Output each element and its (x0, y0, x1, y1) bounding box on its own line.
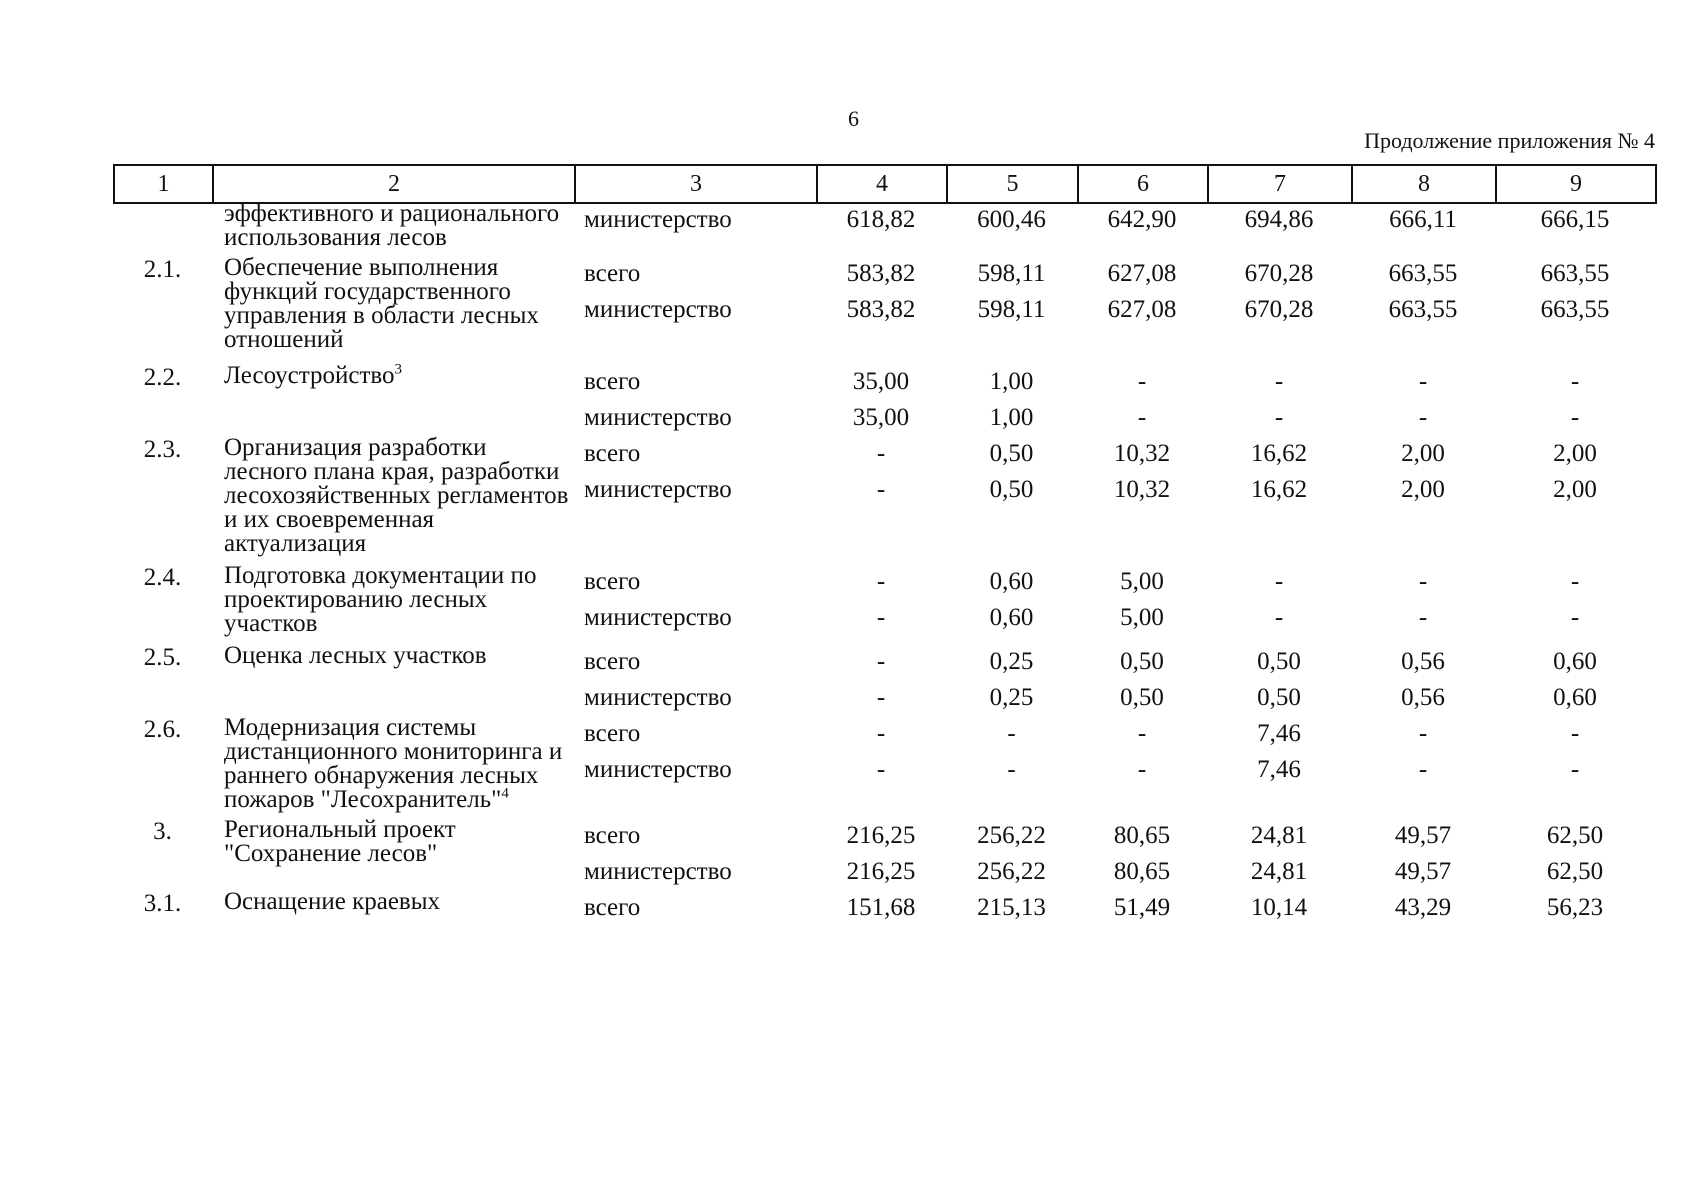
funding-source-cell (574, 202, 816, 256)
appendix-caption: Продолжение приложения № 4 (1364, 128, 1655, 153)
amount-value: 642,90 (1107, 206, 1177, 233)
funding-source-cell (574, 364, 816, 436)
amount-value: 618,82 (846, 206, 916, 233)
funding-source-cell (574, 256, 816, 364)
row-name (212, 644, 574, 716)
value-cell (1495, 256, 1655, 364)
value-cell (816, 202, 946, 256)
amount-value: - (876, 720, 886, 747)
table-row (113, 818, 1655, 890)
funding-source: всего (584, 894, 641, 921)
row-name (212, 202, 574, 256)
row-number: 3. (153, 818, 172, 845)
table-row (113, 202, 1655, 256)
row-name (212, 361, 574, 436)
table-header (113, 164, 1657, 204)
amount-value: 0,60 (989, 604, 1034, 631)
funding-source: всего (584, 368, 641, 395)
value-cell (1077, 644, 1207, 716)
amount-value: 663,55 (1388, 296, 1458, 323)
value-cell (1495, 716, 1655, 818)
value-cell (1077, 364, 1207, 436)
funding-source-cell (574, 436, 816, 564)
value-cell (1351, 716, 1495, 818)
value-cell (816, 564, 946, 644)
row-name (212, 564, 574, 644)
amount-value: 663,55 (1540, 260, 1610, 287)
amount-value: 663,55 (1540, 296, 1610, 323)
amount-value: - (1418, 568, 1428, 595)
amount-value: - (876, 684, 886, 711)
amount-value: 10,32 (1113, 440, 1171, 467)
value-cell (816, 716, 946, 818)
amount-value: 7,46 (1257, 720, 1301, 747)
amount-value: 627,08 (1107, 296, 1177, 323)
amount-value: - (1570, 404, 1580, 431)
funding-source-cell (574, 890, 816, 926)
table-row (113, 436, 1655, 564)
value-cell (1351, 564, 1495, 644)
amount-value: - (1137, 756, 1147, 783)
amount-value: 2,00 (1401, 476, 1445, 503)
row-name-text: Лесоустройство (224, 362, 395, 389)
value-cell (1207, 644, 1351, 716)
amount-value: 216,25 (846, 858, 916, 885)
value-cell (946, 564, 1077, 644)
value-cell (1351, 364, 1495, 436)
row-number: 2.4. (143, 564, 182, 591)
funding-source: министерство (584, 206, 732, 233)
amount-value: 16,62 (1250, 476, 1308, 503)
header-cell: 1 (114, 165, 213, 203)
header-cell: 6 (1078, 165, 1208, 203)
amount-value: - (1418, 604, 1428, 631)
funding-source-cell (574, 564, 816, 644)
value-cell (1207, 202, 1351, 256)
amount-value: 35,00 (852, 404, 910, 431)
row-name-text: Организация разработки лесного плана края, разработки лесохозяйственных регламентов и их своевременная актуализация (224, 434, 569, 557)
value-cell (816, 890, 946, 926)
value-cell (1077, 716, 1207, 818)
amount-value: 0,50 (1257, 648, 1301, 675)
value-cell (1495, 202, 1655, 256)
value-cell (1495, 644, 1655, 716)
amount-value: 583,82 (846, 260, 916, 287)
value-cell (1351, 256, 1495, 364)
amount-value: 0,50 (989, 440, 1034, 467)
amount-value: 0,56 (1401, 684, 1445, 711)
amount-value: 1,00 (989, 368, 1034, 395)
amount-value: 0,25 (989, 648, 1034, 675)
amount-value: 0,50 (1120, 648, 1164, 675)
funding-source-cell (574, 818, 816, 890)
row-name (212, 818, 574, 890)
header-cell: 9 (1496, 165, 1656, 203)
row-name-text: Подготовка документации по проектированию лесных участков (224, 562, 537, 637)
funding-source: министерство (584, 296, 732, 323)
row-name-text: эффективного и рационального использования лесов (224, 200, 560, 251)
amount-value: - (876, 440, 886, 467)
amount-value: 256,22 (977, 822, 1046, 849)
value-cell (1207, 256, 1351, 364)
amount-value: - (1418, 720, 1428, 747)
amount-value: 694,86 (1244, 206, 1314, 233)
funding-source: всего (584, 260, 641, 287)
amount-value: 10,14 (1250, 894, 1308, 921)
amount-value: 56,23 (1546, 894, 1604, 921)
amount-value: - (876, 568, 886, 595)
funding-source: министерство (584, 476, 732, 503)
value-cell (1077, 202, 1207, 256)
amount-value: 2,00 (1401, 440, 1445, 467)
amount-value: 600,46 (977, 206, 1046, 233)
value-cell (816, 818, 946, 890)
amount-value: - (1007, 720, 1016, 747)
amount-value: 10,32 (1113, 476, 1171, 503)
amount-value: 216,25 (846, 822, 916, 849)
funding-source: министерство (584, 404, 732, 431)
funding-source: всего (584, 822, 641, 849)
amount-value: 5,00 (1120, 568, 1164, 595)
amount-value: 256,22 (977, 858, 1046, 885)
amount-value: 35,00 (852, 368, 910, 395)
amount-value: 670,28 (1244, 296, 1314, 323)
amount-value: - (1418, 756, 1428, 783)
value-cell (816, 644, 946, 716)
row-number: 2.5. (143, 644, 182, 671)
value-cell (946, 818, 1077, 890)
amount-value: 151,68 (846, 894, 916, 921)
funding-source-cell (574, 716, 816, 818)
funding-source: министерство (584, 684, 732, 711)
amount-value: 0,60 (1553, 684, 1597, 711)
value-cell (946, 364, 1077, 436)
amount-value: - (876, 476, 886, 503)
amount-value: 0,50 (989, 476, 1034, 503)
amount-value: - (1418, 368, 1428, 395)
row-name-text: Оснащение краевых (224, 888, 441, 915)
amount-value: 627,08 (1107, 260, 1177, 287)
amount-value: - (1570, 604, 1580, 631)
amount-value: 16,62 (1250, 440, 1308, 467)
header-cell: 7 (1208, 165, 1352, 203)
row-number: 2.2. (143, 364, 182, 391)
amount-value: 80,65 (1113, 822, 1171, 849)
header-cell: 4 (817, 165, 947, 203)
value-cell (1207, 364, 1351, 436)
amount-value: 51,49 (1113, 894, 1171, 921)
funding-source: всего (584, 568, 641, 595)
footnote-mark: 4 (501, 785, 509, 802)
row-number: 2.6. (143, 716, 182, 743)
amount-value: 62,50 (1546, 822, 1604, 849)
value-cell (1351, 436, 1495, 564)
value-cell (1495, 564, 1655, 644)
amount-value: 0,25 (989, 684, 1034, 711)
amount-value: - (1137, 404, 1147, 431)
amount-value: - (1274, 568, 1284, 595)
amount-value: - (1137, 368, 1147, 395)
amount-value: - (1570, 720, 1580, 747)
row-name-text: Обеспечение выполнения функций государственного управления в области лесных отношений (224, 254, 539, 353)
value-cell (946, 202, 1077, 256)
amount-value: 663,55 (1388, 260, 1458, 287)
amount-value: 2,00 (1553, 476, 1597, 503)
value-cell (1351, 202, 1495, 256)
amount-value: 1,00 (989, 404, 1034, 431)
amount-value: - (876, 756, 886, 783)
value-cell (1207, 564, 1351, 644)
value-cell (1351, 818, 1495, 890)
value-cell (816, 256, 946, 364)
value-cell (1077, 256, 1207, 364)
value-cell (946, 716, 1077, 818)
amount-value: 5,00 (1120, 604, 1164, 631)
value-cell (1351, 890, 1495, 926)
row-name (212, 256, 574, 364)
table-row (113, 564, 1655, 644)
amount-value: - (1570, 368, 1580, 395)
header-cell: 8 (1352, 165, 1496, 203)
amount-value: 62,50 (1546, 858, 1604, 885)
financing-table (113, 202, 1655, 926)
amount-value: - (1007, 756, 1016, 783)
value-cell (1207, 818, 1351, 890)
table-row (113, 890, 1655, 926)
funding-source: всего (584, 720, 641, 747)
table-row (113, 716, 1655, 818)
amount-value: 666,15 (1540, 206, 1610, 233)
value-cell (816, 364, 946, 436)
amount-value: 0,50 (1257, 684, 1301, 711)
amount-value: 598,11 (977, 260, 1046, 287)
row-name (212, 890, 574, 926)
row-number (113, 202, 212, 256)
value-cell (946, 256, 1077, 364)
value-cell (1207, 436, 1351, 564)
table-row (113, 256, 1655, 364)
row-number: 2.1. (143, 256, 182, 283)
amount-value: - (876, 648, 886, 675)
funding-source: министерство (584, 604, 732, 631)
value-cell (1351, 644, 1495, 716)
amount-value: - (1274, 604, 1284, 631)
value-cell (1207, 716, 1351, 818)
amount-value: 7,46 (1257, 756, 1301, 783)
row-name (212, 716, 574, 818)
value-cell (1077, 564, 1207, 644)
value-cell (946, 890, 1077, 926)
footnote-mark: 3 (394, 361, 403, 378)
header-cell: 5 (947, 165, 1078, 203)
amount-value: 583,82 (846, 296, 916, 323)
amount-value: 670,28 (1244, 260, 1314, 287)
amount-value: 598,11 (977, 296, 1046, 323)
header-cell: 2 (213, 165, 575, 203)
amount-value: 43,29 (1394, 894, 1452, 921)
amount-value: 0,50 (1120, 684, 1164, 711)
amount-value: - (1570, 756, 1580, 783)
table-row (113, 364, 1655, 436)
value-cell (1495, 818, 1655, 890)
value-cell (1495, 890, 1655, 926)
row-name-text: Региональный проект "Сохранение лесов" (224, 816, 456, 867)
value-cell (1077, 436, 1207, 564)
page-number: 6 (848, 106, 859, 131)
funding-source: всего (584, 440, 641, 467)
value-cell (816, 436, 946, 564)
value-cell (1495, 436, 1655, 564)
funding-source: министерство (584, 756, 732, 783)
value-cell (946, 436, 1077, 564)
amount-value: 24,81 (1250, 822, 1308, 849)
row-number: 2.3. (143, 436, 182, 463)
amount-value: - (1274, 368, 1284, 395)
value-cell (1207, 890, 1351, 926)
header-cell: 3 (575, 165, 817, 203)
row-name (212, 436, 574, 564)
amount-value: - (1137, 720, 1147, 747)
amount-value: 80,65 (1113, 858, 1171, 885)
table-row (113, 644, 1655, 716)
amount-value: 24,81 (1250, 858, 1308, 885)
value-cell (946, 644, 1077, 716)
value-cell (1495, 364, 1655, 436)
amount-value: 215,13 (977, 894, 1046, 921)
funding-source-cell (574, 644, 816, 716)
row-name-text: Модернизация системы дистанционного мониторинга и раннего обнаружения лесных пожаров "Лесохранитель" (224, 714, 563, 813)
amount-value: - (1570, 568, 1580, 595)
amount-value: 0,60 (989, 568, 1034, 595)
amount-value: - (876, 604, 886, 631)
amount-value: - (1418, 404, 1428, 431)
amount-value: 0,56 (1401, 648, 1445, 675)
amount-value: 49,57 (1394, 858, 1452, 885)
amount-value: 49,57 (1394, 822, 1452, 849)
funding-source: всего (584, 648, 641, 675)
amount-value: 2,00 (1553, 440, 1597, 467)
row-name-text: Оценка лесных участков (224, 642, 487, 669)
value-cell (1077, 818, 1207, 890)
amount-value: 666,11 (1389, 206, 1457, 233)
amount-value: 0,60 (1553, 648, 1597, 675)
funding-source: министерство (584, 858, 732, 885)
row-number: 3.1. (143, 890, 182, 917)
value-cell (1077, 890, 1207, 926)
amount-value: - (1274, 404, 1284, 431)
